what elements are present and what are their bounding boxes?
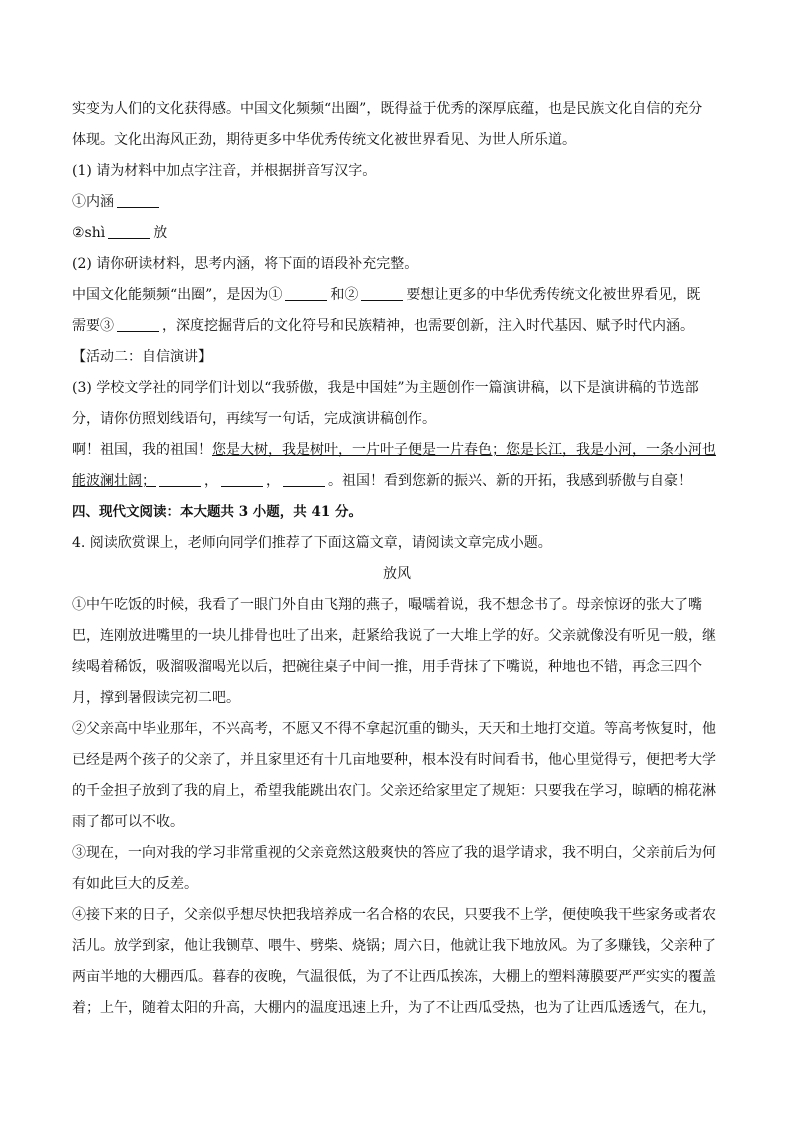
answer-blank[interactable] bbox=[159, 472, 201, 487]
question-2b bbox=[72, 311, 722, 342]
paragraph-line: ③现在，一向对我的学习非常重视的父亲竟然这般爽快的答应了我的退学请求，我不明白，父亲前后为何 bbox=[72, 845, 716, 861]
question-2a bbox=[72, 280, 722, 311]
underlined-sentence-end: 能波澜壮阔； bbox=[72, 473, 156, 489]
paragraph-line: 续喝着稀饭，吸溜吸溜喝光以后，把碗往桌子中间一推，用手背抹了下嘴说，种地也不错，再念三四个 bbox=[72, 659, 702, 675]
question-1b-text: ②shì bbox=[72, 225, 106, 241]
question-2b-text: 需要③ bbox=[72, 318, 114, 334]
speech-line-1 bbox=[72, 435, 722, 466]
question-1b-suffix: 放 bbox=[153, 225, 168, 241]
question-1a bbox=[72, 187, 722, 218]
paragraph-line: 着；上午，随着太阳的升高，大棚内的温度迅速上升，为了不让西瓜受热，也为了让西瓜透透气，在九， bbox=[72, 1000, 716, 1016]
answer-blank[interactable] bbox=[285, 286, 327, 301]
question-3-cont: 分，请你仿照划线语句，再续写一句话，完成演讲稿创作。 bbox=[72, 411, 436, 427]
paragraph-line: 已经是两个孩子的父亲了，并且家里还有十几亩地要种，根本没有时间看书，他心里觉得亏，便把考大学 bbox=[72, 752, 716, 768]
paragraph-line: 两亩半地的大棚西瓜。暮春的夜晚，气温很低，为了不让西瓜挨冻，大棚上的塑料薄膜要严严实实的覆盖 bbox=[72, 969, 716, 985]
answer-blank[interactable] bbox=[108, 224, 150, 239]
question-2a-suffix: 要想让更多的中华优秀传统文化被世界看见，既 bbox=[406, 287, 701, 303]
article-title: 放风 bbox=[383, 566, 411, 582]
answer-blank[interactable] bbox=[361, 286, 403, 301]
question-2a-text: 中国文化能频频“出圈”，是因为① bbox=[72, 287, 283, 303]
answer-blank[interactable] bbox=[117, 317, 159, 332]
question-1a-text: ①内涵 bbox=[72, 194, 114, 210]
text-line: 实变为人们的文化获得感。中国文化频频“出圈”，既得益于优秀的深厚底蕴，也是民族文化自信的充分 bbox=[72, 101, 703, 117]
paragraph-line: 活儿。放学到家，他让我铡草、喂牛、劈柴、烧锅；周六日，他就让我下地放风。为了多赚钱，父亲种了 bbox=[72, 938, 716, 954]
paragraph-line: 巴，连刚放进嘴里的一块儿排骨也吐了出来，赶紧给我说了一大堆上学的好。父亲就像没有听见一般，继 bbox=[72, 628, 716, 644]
paragraph-line: 有如此巨大的反差。 bbox=[72, 876, 198, 892]
paragraph-line: 月，撑到暑假读完初二吧。 bbox=[72, 690, 240, 706]
question-1: (1) 请为材料中加点字注音，并根据拼音写汉字。 bbox=[72, 163, 377, 179]
activity-2-heading: 【活动二：自信演讲】 bbox=[72, 349, 212, 365]
document-page bbox=[72, 94, 722, 1024]
paragraph-line: ②父亲高中毕业那年，不兴高考，不愿又不得不拿起沉重的锄头，天天和土地打交道。等高考恢复时，他 bbox=[72, 721, 716, 737]
answer-blank[interactable] bbox=[117, 193, 159, 208]
paragraph-line: 雨了都可以不收。 bbox=[72, 814, 184, 830]
underlined-sentence: 您是大树，我是树叶，一片叶子便是一片春色；您是长江，我是小河，一条小河也 bbox=[212, 442, 716, 458]
question-1b bbox=[72, 218, 722, 249]
answer-blank[interactable] bbox=[221, 472, 263, 487]
separator: ， bbox=[204, 473, 218, 489]
speech-line-2 bbox=[72, 466, 722, 497]
answer-blank[interactable] bbox=[283, 472, 325, 487]
question-4: 4. 阅读欣赏课上，老师向同学们推荐了下面这篇文章，请阅读文章完成小题。 bbox=[72, 535, 552, 551]
paragraph-line: ④接下来的日子，父亲似乎想尽快把我培养成一名合格的农民，只要我不上学，便使唤我干些家务或者农 bbox=[72, 907, 716, 923]
speech-suffix: 。祖国！看到您新的振兴、新的开拓，我感到骄傲与自豪！ bbox=[328, 473, 692, 489]
question-2: (2) 请你研读材料，思考内涵，将下面的语段补充完整。 bbox=[72, 256, 419, 272]
question-3: (3) 学校文学社的同学们计划以“我骄傲，我是中国娃”为主题创作一篇演讲稿，以下是演讲稿的节选部 bbox=[72, 380, 699, 396]
section-4-heading: 四、现代文阅读：本大题共 3 小题，共 41 分。 bbox=[72, 504, 362, 520]
separator: ， bbox=[266, 473, 280, 489]
paragraph-line: ①中午吃饭的时候，我看了一眼门外自由飞翔的燕子，嘬嚅着说，我不想念书了。母亲惊讶的张大了嘴 bbox=[72, 597, 702, 613]
paragraph-line: 的千金担子放到了我的肩上，希望我能跳出农门。父亲还给家里定了规矩：只要我在学习，晾晒的棉花淋 bbox=[72, 783, 716, 799]
text-line: 体现。文化出海风正劲，期待更多中华优秀传统文化被世界看见、为世人所乐道。 bbox=[72, 132, 576, 148]
speech-prefix: 啊！祖国，我的祖国！ bbox=[72, 442, 212, 458]
question-2a-mid: 和② bbox=[330, 287, 359, 303]
question-2b-suffix: ，深度挖掘背后的文化符号和民族精神，也需要创新，注入时代基因、赋予时代内涵。 bbox=[162, 318, 694, 334]
